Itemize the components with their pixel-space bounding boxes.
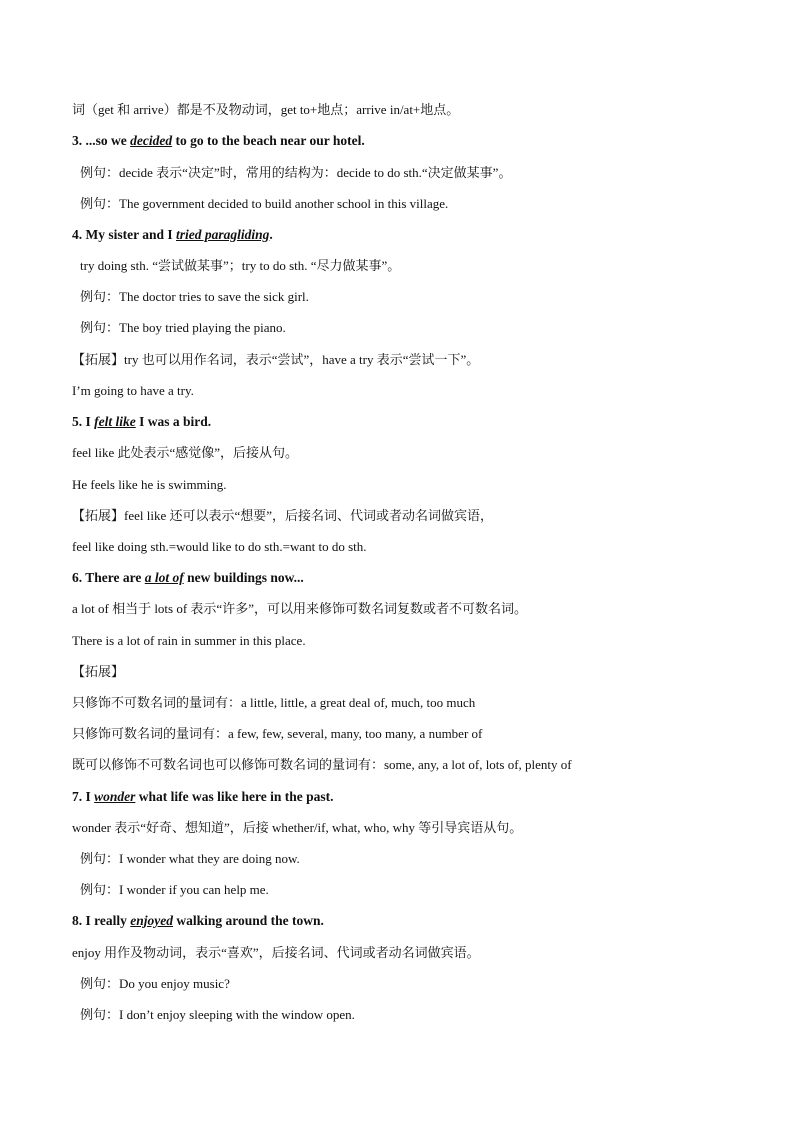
text-line: I’m going to have a try. [72,383,194,398]
text-line: 既可以修饰不可数名词也可以修饰可数名词的量词有：some, any, a lot of, lots of, plenty of [72,757,572,772]
key-phrase: felt like [94,414,136,429]
key-phrase: wonder [94,789,136,804]
heading-text: to go to the beach near our hotel. [172,133,365,148]
key-phrase: enjoyed [130,913,173,928]
text-line: feel like 此处表示“感觉像”，后接从句。 [72,445,299,460]
heading-text: 3. ...so we [72,133,131,148]
text-line: 只修饰不可数名词的量词有：a little, little, a great deal of, much, too much [72,695,476,710]
text-line: He feels like he is swimming. [72,477,227,492]
item-heading-4 [72,226,273,244]
heading-text: new buildings now... [183,570,304,585]
example-line: 例句：The doctor tries to save the sick girl. [80,289,309,304]
text-line: 只修饰可数名词的量词有：a few, few, several, many, too many, a number of [72,726,483,741]
extension-line: 【拓展】try 也可以用作名词，表示“尝试”，have a try 表示“尝试一下”。 [72,352,480,367]
example-line: 例句：decide 表示“决定”时，常用的结构为：decide to do sth.“决定做某事”。 [80,165,512,180]
heading-text: . [269,227,273,242]
item-heading-3 [72,132,365,150]
item-heading-5 [72,413,211,431]
extension-line: 【拓展】feel like 还可以表示“想要”，后接名词、代词或者动名词做宾语， [72,508,494,523]
heading-text: 6. There are [72,570,145,585]
extension-line: 【拓展】 [72,664,125,679]
key-phrase: a lot of [144,570,184,585]
example-line: 例句：The boy tried playing the piano. [80,320,286,335]
text-line: There is a lot of rain in summer in this place. [72,633,306,648]
heading-text: walking around the town. [173,913,324,928]
example-line: 例句：I wonder if you can help me. [80,882,269,897]
example-line: 例句：I don’t enjoy sleeping with the window open. [80,1007,355,1022]
heading-text: I was a bird. [135,414,212,429]
heading-text: what life was like here in the past. [135,789,334,804]
heading-text: 5. I [72,414,95,429]
heading-text: 4. My sister and I [72,227,177,242]
heading-text: 8. I really [72,913,131,928]
key-phrase: tried paragliding [176,227,270,242]
text-line: try doing sth. “尝试做某事”；try to do sth. “尽力做某事”。 [80,258,401,273]
text-line: wonder 表示“好奇、想知道”，后接 whether/if, what, who, why 等引导宾语从句。 [72,820,523,835]
example-line: 例句：The government decided to build another school in this village. [80,196,449,211]
text-line: a lot of 相当于 lots of 表示“许多”，可以用来修饰可数名词复数或者不可数名词。 [72,601,527,616]
item-heading-8 [72,912,324,930]
text-line: enjoy 用作及物动词，表示“喜欢”，后接名词、代词或者动名词做宾语。 [72,945,480,960]
example-line: 例句：Do you enjoy music? [80,976,230,991]
example-line: 例句：I wonder what they are doing now. [80,851,300,866]
heading-text: 7. I [72,789,95,804]
key-phrase: decided [130,133,173,148]
item-heading-7 [72,788,334,806]
text-line: 词（get 和 arrive）都是不及物动词，get to+地点；arrive in/at+地点。 [72,102,460,117]
item-heading-6 [72,569,304,587]
text-line: feel like doing sth.=would like to do sth.=want to do sth. [72,539,367,554]
